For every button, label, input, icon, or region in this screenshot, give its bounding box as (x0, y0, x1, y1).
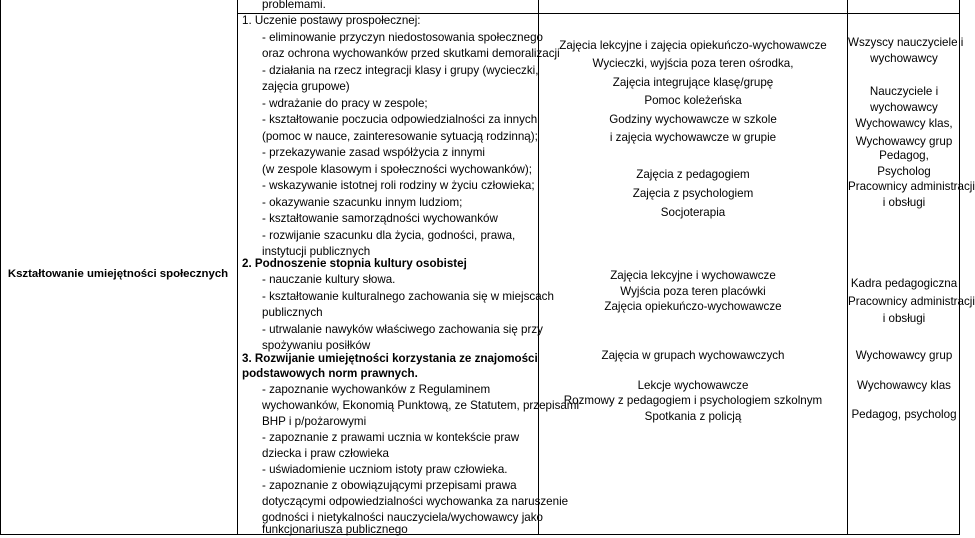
responsible-line: wychowawcy (870, 52, 938, 65)
forms-line: Socjoterapia (660, 206, 726, 219)
forms-line: Zajęcia w grupach wychowawczych (601, 349, 785, 362)
forms-line: Zajęcia lekcyjne i wychowawcze (610, 269, 776, 282)
responsible-line: Wychowawcy klas, (855, 117, 953, 130)
forms-line: Wyjścia poza teren placówki (620, 285, 766, 298)
content-line: wychowanków, Ekonomią Punktową, ze Statutem, przepisami (262, 399, 580, 412)
content-line: problemami. (262, 0, 326, 11)
table-right-border (959, 0, 960, 535)
forms-line: Zajęcia integrujące klasę/grupę (612, 76, 774, 89)
forms-line: Lekcje wychowawcze (637, 379, 749, 392)
content-line: godności i nietykalności nauczyciela/wychowawcy jako (262, 511, 543, 524)
responsible-line: Pedagog, psycholog (851, 408, 957, 421)
section-heading: 2. Podnoszenie stopnia kultury osobistej (242, 257, 467, 270)
responsible-line: i obsługi (882, 312, 926, 325)
content-line: spożywaniu posiłków (262, 339, 371, 352)
content-line: dziecka i praw człowieka (262, 447, 389, 460)
section-heading: 1. Uczenie postawy prospołecznej: (242, 14, 421, 27)
row-label: Kształtowanie umiejętności społecznych (7, 268, 229, 280)
section-heading: podstawowych norm prawnych. (242, 367, 418, 380)
responsible-line: Wszyscy nauczyciele i (848, 36, 964, 49)
content-line: BHP i p/pożarowymi (262, 415, 367, 428)
forms-line: Spotkania z policją (644, 410, 742, 423)
content-line: - zapoznanie z obowiązującymi przepisami prawa (262, 479, 517, 492)
forms-line: Rozmowy z pedagogiem i psychologiem szkolnym (563, 394, 823, 407)
section-heading: 3. Rozwijanie umiejętności korzystania ze znajomości (242, 352, 538, 365)
content-line: (w zespole klasowym i społeczności wychowanków); (262, 163, 532, 176)
content-line: - wdrażanie do pracy w zespole; (262, 97, 428, 110)
responsible-line: Pedagog, (879, 149, 929, 162)
forms-line: Pomoc koleżeńska (644, 94, 742, 107)
content-line: dotyczącymi odpowiedzialności wychowanka za naruszenie (262, 495, 569, 508)
forms-line: Wycieczki, wyjścia poza teren ośrodka, (592, 57, 794, 70)
content-line: - uświadomienie uczniom istoty praw człowieka. (262, 463, 508, 476)
forms-line: i zajęcia wychowawcze w grupie (609, 131, 777, 144)
forms-line: Zajęcia lekcyjne i zajęcia opiekuńczo-wychowawcze (559, 39, 827, 52)
content-line: - kształtowanie poczucia odpowiedzialności za innych (262, 113, 538, 126)
content-line: funkcjonariusza publicznego (262, 523, 408, 536)
content-line: oraz ochrona wychowanków przed skutkami demoralizacji (262, 47, 560, 60)
content-line: publicznych (262, 306, 323, 319)
responsible-line: Wychowawcy klas (857, 379, 951, 392)
content-line: - przekazywanie zasad współżycia z innymi (262, 146, 485, 159)
responsible-line: Wychowawcy grup (855, 349, 953, 362)
content-line: - działania na rzecz integracji klasy i grupy (wycieczki, (262, 64, 539, 77)
responsible-line: Psycholog (877, 165, 931, 178)
content-line: - kształtowanie kulturalnego zachowania się w miejscach (262, 290, 554, 303)
content-line: - zapoznanie z prawami ucznia w kontekście praw (262, 431, 520, 444)
content-line: - okazywanie szacunku innym ludziom; (262, 196, 463, 209)
content-line: - zapoznanie wychowanków z Regulaminem (262, 383, 491, 396)
responsible-line: Nauczyciele i (869, 85, 939, 98)
content-line: - eliminowanie przyczyn niedostosowania społecznego (262, 31, 543, 44)
content-line: - wskazywanie istotnej roli rodziny w życiu człowieka; (262, 179, 535, 192)
responsible-line: i obsługi (882, 196, 926, 209)
content-line: instytucji publicznych (262, 245, 371, 258)
content-line: - rozwijanie szacunku dla życia, godności, prawa, (262, 229, 516, 242)
responsible-line: Pracownicy administracji (848, 180, 975, 193)
content-line: - utrwalanie nawyków właściwego zachowania się przy (262, 323, 543, 336)
forms-line: Zajęcia z psychologiem (632, 187, 754, 200)
table-bottom-border (0, 534, 960, 535)
column-divider-1 (237, 0, 238, 535)
content-line: - nauczanie kultury słowa. (262, 273, 396, 286)
content-line: (pomoc w nauce, zainteresowanie sytuacją rodzinną); (262, 130, 538, 143)
forms-line: Zajęcia opiekuńczo-wychowawcze (604, 300, 782, 313)
content-line: - kształtowanie samorządności wychowanków (262, 212, 498, 225)
forms-line: Zajęcia z pedagogiem (636, 168, 750, 181)
forms-line: Godziny wychowawcze w szkole (609, 113, 777, 126)
responsible-line: Kadra pedagogiczna (850, 277, 958, 290)
table-left-border (0, 0, 1, 535)
responsible-line: Wychowawcy grup (855, 135, 953, 148)
responsible-line: Pracownicy administracji (848, 295, 975, 308)
content-line: zajęcia grupowe) (262, 80, 350, 93)
responsible-line: wychowawcy (870, 101, 938, 114)
